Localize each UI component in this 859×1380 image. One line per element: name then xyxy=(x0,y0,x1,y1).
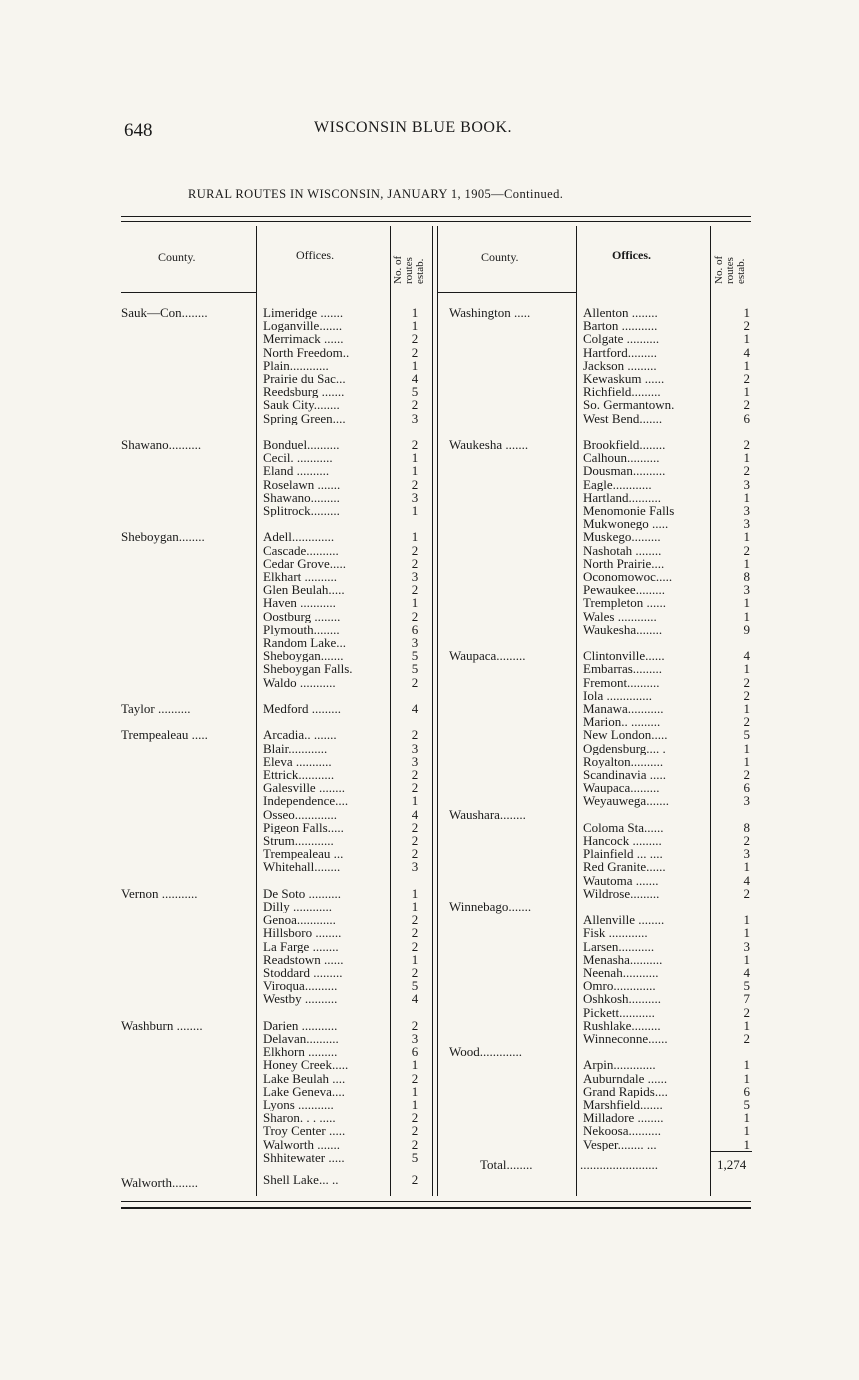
left-office: Loganville....... xyxy=(263,319,343,333)
right-office: Milladore ........ xyxy=(583,1111,664,1125)
right-office: Vesper........ ... xyxy=(583,1137,657,1151)
left-routes: 1 xyxy=(411,1083,419,1099)
left-routes: 1 xyxy=(411,529,419,545)
header-routes-r3: estab. xyxy=(735,258,747,284)
left-office: Eland .......... xyxy=(263,464,330,478)
left-county: Taylor .......... xyxy=(121,701,191,716)
right-routes: 2 xyxy=(743,1004,750,1020)
right-routes: 2 xyxy=(743,674,750,690)
right-routes: 1 xyxy=(743,384,750,400)
left-office: Arcadia.. ....... xyxy=(263,728,337,742)
left-routes: 2 xyxy=(411,331,419,347)
left-routes: 2 xyxy=(411,542,419,558)
right-county: Waupaca......... xyxy=(449,648,526,664)
left-office: Elkhorn ......... xyxy=(263,1045,338,1059)
left-routes: 2 xyxy=(411,925,419,941)
right-office: Fremont.......... xyxy=(583,675,660,689)
left-office: Viroqua.......... xyxy=(263,979,338,993)
right-office: Coloma Sta...... xyxy=(583,820,664,834)
right-routes: 3 xyxy=(743,476,750,492)
right-routes: 1 xyxy=(743,1057,750,1073)
left-routes: 4 xyxy=(411,701,419,716)
left-routes: 1 xyxy=(411,899,419,914)
right-routes: 7 xyxy=(743,991,750,1007)
right-routes: 4 xyxy=(743,965,750,980)
left-routes: 2 xyxy=(411,727,419,743)
left-county: Trempealeau ..... xyxy=(121,727,208,743)
right-routes: 1 xyxy=(743,701,750,716)
right-office: Menasha.......... xyxy=(583,952,663,966)
top-rule-thin xyxy=(121,221,751,222)
right-office: Arpin............. xyxy=(583,1058,656,1072)
left-office: Sharon. . . ..... xyxy=(263,1111,336,1125)
left-office: Cecil. ........... xyxy=(263,451,333,465)
left-routes: 2 xyxy=(411,780,419,796)
left-county: Vernon ........... xyxy=(121,885,198,901)
right-routes: 5 xyxy=(743,727,750,743)
right-routes: 2 xyxy=(743,1031,750,1046)
right-county: Waushara........ xyxy=(449,806,526,822)
right-routes: 3 xyxy=(743,582,750,598)
left-office: Strum............ xyxy=(263,834,334,848)
left-office: Ettrick........... xyxy=(263,768,335,782)
left-office: Random Lake... xyxy=(263,636,347,650)
right-office: North Prairie.... xyxy=(583,556,665,570)
left-routes: 2 xyxy=(411,965,419,980)
left-office: Eleva ........... xyxy=(263,754,332,768)
right-routes: 8 xyxy=(743,819,750,835)
right-office: Oshkosh.......... xyxy=(583,992,662,1006)
right-routes: 2 xyxy=(743,767,750,782)
right-routes: 2 xyxy=(743,371,750,386)
left-office: Trempealeau ... xyxy=(263,847,344,861)
left-office: De Soto .......... xyxy=(263,886,341,900)
right-routes: 1 xyxy=(743,450,750,466)
right-office: Neenah........... xyxy=(583,966,659,980)
left-office: Delavan.......... xyxy=(263,1032,339,1046)
left-routes: 5 xyxy=(411,648,419,664)
right-routes: 1 xyxy=(743,608,750,624)
left-routes: 1 xyxy=(411,503,419,518)
left-routes: 2 xyxy=(411,608,419,624)
right-office: West Bend....... xyxy=(583,411,663,425)
right-office: Rushlake......... xyxy=(583,1018,661,1032)
left-office: Lake Geneva.... xyxy=(263,1084,345,1098)
right-routes: 1 xyxy=(743,555,750,571)
left-routes: 5 xyxy=(411,978,419,994)
header-routes-l1: No. of xyxy=(392,255,404,284)
left-office: Blair............ xyxy=(263,741,328,755)
right-office: Oconomowoc..... xyxy=(583,570,673,584)
left-routes: 1 xyxy=(411,595,419,611)
left-office: Hillsboro ........ xyxy=(263,926,342,940)
right-routes: 1 xyxy=(743,661,750,677)
right-routes: 5 xyxy=(743,978,750,994)
left-routes: 5 xyxy=(411,384,419,400)
left-office: Sheboygan Falls. xyxy=(263,662,353,676)
right-routes: 6 xyxy=(743,780,750,796)
left-office: Medford ......... xyxy=(263,702,341,716)
right-office: Kewaskum ...... xyxy=(583,372,665,386)
bottom-rule-thin xyxy=(121,1201,751,1202)
header-routes-r2: routes xyxy=(724,257,736,284)
right-routes: 2 xyxy=(743,833,750,848)
right-office: Wales ............ xyxy=(583,609,657,623)
right-routes: 1 xyxy=(743,1070,750,1086)
right-routes: 6 xyxy=(743,410,750,426)
right-office: Hartland.......... xyxy=(583,490,661,504)
right-routes: 9 xyxy=(743,621,750,637)
right-routes: 1 xyxy=(743,489,750,505)
right-office: Colgate .......... xyxy=(583,332,660,346)
right-routes: 2 xyxy=(743,714,750,730)
right-office: Wautoma ....... xyxy=(583,873,659,887)
left-routes: 3 xyxy=(411,753,419,769)
header-offices-left: Offices. xyxy=(296,248,335,262)
left-office: Honey Creek..... xyxy=(263,1058,349,1072)
right-office: Waukesha........ xyxy=(583,622,663,636)
left-county: Washburn ........ xyxy=(121,1017,203,1033)
right-routes: 2 xyxy=(743,542,750,558)
left-office: Readstown ...... xyxy=(263,952,344,966)
left-routes: 2 xyxy=(411,912,419,928)
left-office: Reedsburg ....... xyxy=(263,385,345,399)
right-office: Iola .............. xyxy=(583,688,652,702)
left-routes: 2 xyxy=(411,833,419,848)
right-routes: 1 xyxy=(743,305,750,320)
right-routes: 2 xyxy=(743,397,750,413)
left-routes: 1 xyxy=(411,1057,419,1073)
left-routes: 1 xyxy=(411,1097,419,1112)
header-routes-l3: estab. xyxy=(414,258,426,284)
left-office: Cedar Grove..... xyxy=(263,556,347,570)
left-office: Plymouth........ xyxy=(263,622,340,636)
right-office: Waupaca......... xyxy=(583,781,660,795)
top-rule-thick xyxy=(121,216,751,217)
right-office: Red Granite...... xyxy=(583,860,666,874)
right-office: Ogdensburg.... . xyxy=(583,741,666,755)
right-county: Winnebago....... xyxy=(449,899,532,914)
right-office: Marion.. ......... xyxy=(583,715,661,729)
left-office: Genoa............ xyxy=(263,913,336,927)
right-office: Marshfield....... xyxy=(583,1098,663,1112)
left-office: Lake Beulah .... xyxy=(263,1071,346,1085)
left-routes: 2 xyxy=(411,938,419,954)
left-routes: 2 xyxy=(411,437,419,452)
left-routes: 2 xyxy=(411,476,419,492)
left-routes: 2 xyxy=(411,767,419,782)
right-office: Richfield......... xyxy=(583,385,661,399)
right-routes: 1 xyxy=(743,859,750,875)
right-office: Barton ........... xyxy=(583,319,658,333)
right-county: Waukesha ....... xyxy=(449,437,529,452)
left-county: Shawano.......... xyxy=(121,437,202,452)
left-office: Whitehall........ xyxy=(263,860,341,874)
page-number: 648 xyxy=(124,120,153,141)
left-routes: 1 xyxy=(411,463,419,479)
left-office: Galesville ........ xyxy=(263,781,345,795)
right-routes: 2 xyxy=(743,437,750,452)
total-rule xyxy=(710,1151,752,1152)
right-routes: 1 xyxy=(743,529,750,545)
right-office: Pewaukee......... xyxy=(583,583,665,597)
last-num: 2 xyxy=(411,1172,419,1187)
col-sep-1 xyxy=(256,226,257,1196)
right-routes: 1 xyxy=(743,925,750,941)
right-office: Nashotah ........ xyxy=(583,543,662,557)
left-office: Independence.... xyxy=(263,794,349,808)
table-title: RURAL ROUTES IN WISCONSIN, JANUARY 1, 1905—Continued. xyxy=(188,187,564,201)
left-office: Lyons ........... xyxy=(263,1098,334,1112)
left-office: Troy Center ..... xyxy=(263,1124,346,1138)
right-routes: 3 xyxy=(743,503,750,518)
right-office: Jackson ......... xyxy=(583,358,657,372)
left-routes: 3 xyxy=(411,740,419,756)
right-routes: 6 xyxy=(743,1083,750,1099)
left-office: Dilly ............ xyxy=(263,900,332,914)
left-routes: 5 xyxy=(411,1149,419,1165)
total-value: 1,274 xyxy=(717,1157,747,1172)
left-office: La Farge ........ xyxy=(263,939,339,953)
left-routes: 1 xyxy=(411,951,419,967)
right-office: Hartford......... xyxy=(583,345,658,359)
right-office: Plainfield ... .... xyxy=(583,847,663,861)
right-office: Muskego......... xyxy=(583,530,661,544)
left-office: Pigeon Falls..... xyxy=(263,820,344,834)
right-routes: 3 xyxy=(743,793,750,809)
left-routes: 1 xyxy=(411,450,419,466)
total-label: Total........ xyxy=(480,1157,533,1172)
header-county-left: County. xyxy=(158,250,196,264)
right-office: Mukwonego ..... xyxy=(583,517,669,531)
left-routes: 1 xyxy=(411,885,419,901)
right-routes: 1 xyxy=(743,951,750,967)
bottom-rule-thick xyxy=(121,1207,751,1209)
right-office: Brookfield........ xyxy=(583,438,666,452)
left-office: Prairie du Sac... xyxy=(263,372,346,386)
right-office: Calhoun.......... xyxy=(583,451,660,465)
left-routes: 3 xyxy=(411,569,419,584)
left-office: Glen Beulah..... xyxy=(263,583,345,597)
left-routes: 2 xyxy=(411,582,419,598)
header-rule-mid xyxy=(437,292,576,293)
left-routes: 2 xyxy=(411,344,419,360)
right-county: Wood............. xyxy=(449,1044,522,1060)
left-office: Waldo ........... xyxy=(263,675,336,689)
left-routes: 2 xyxy=(411,1070,419,1086)
left-routes: 3 xyxy=(411,489,419,505)
right-routes: 4 xyxy=(743,344,750,360)
right-office: Pickett........... xyxy=(583,1005,655,1019)
right-routes: 1 xyxy=(743,595,750,611)
right-routes: 1 xyxy=(743,753,750,769)
left-routes: 6 xyxy=(411,1044,419,1060)
right-routes: 3 xyxy=(743,516,750,532)
right-office: Nekoosa.......... xyxy=(583,1124,661,1138)
left-routes: 2 xyxy=(411,1123,419,1139)
col-sep-3 xyxy=(432,226,433,1196)
right-routes: 5 xyxy=(743,1097,750,1112)
right-office: So. Germantown. xyxy=(583,398,675,412)
header-rule-left xyxy=(121,292,256,293)
right-office: Allenville ........ xyxy=(583,913,665,927)
left-routes: 1 xyxy=(411,305,419,320)
right-office: Wildrose......... xyxy=(583,886,660,900)
left-routes: 2 xyxy=(411,819,419,835)
right-routes: 1 xyxy=(743,331,750,347)
right-office: Eagle............ xyxy=(583,477,652,491)
left-office: Osseo............. xyxy=(263,807,338,821)
left-routes: 4 xyxy=(411,806,419,822)
left-routes: 5 xyxy=(411,661,419,677)
left-routes: 1 xyxy=(411,793,419,809)
col-sep-2 xyxy=(390,226,391,1196)
left-office: Cascade.......... xyxy=(263,543,339,557)
right-routes: 4 xyxy=(743,648,750,664)
left-office: Stoddard ......... xyxy=(263,966,343,980)
header-county-right: County. xyxy=(481,250,519,264)
left-office: Adell............. xyxy=(263,530,335,544)
col-sep-6 xyxy=(710,226,711,1196)
left-office: Westby .......... xyxy=(263,992,338,1006)
right-office: Omro............. xyxy=(583,979,656,993)
right-office: Winneconne...... xyxy=(583,1032,668,1046)
total-dots: ........................ xyxy=(580,1157,658,1172)
right-routes: 1 xyxy=(743,740,750,756)
right-routes: 1 xyxy=(743,1123,750,1139)
right-office: Auburndale ...... xyxy=(583,1071,668,1085)
header-routes-right xyxy=(714,256,747,284)
left-routes: 3 xyxy=(411,859,419,875)
right-routes: 2 xyxy=(743,318,750,334)
left-office: Roselawn ....... xyxy=(263,477,341,491)
left-office: Bonduel.......... xyxy=(263,438,340,452)
header-routes-l2: routes xyxy=(403,257,415,284)
right-routes: 2 xyxy=(743,463,750,479)
left-office: Haven ........... xyxy=(263,596,336,610)
right-office: Clintonville...... xyxy=(583,649,665,663)
left-routes: 1 xyxy=(411,357,419,373)
right-routes: 3 xyxy=(743,846,750,862)
right-office: Trempleton ...... xyxy=(583,596,666,610)
left-routes: 2 xyxy=(411,846,419,862)
right-routes: 1 xyxy=(743,912,750,928)
right-routes: 8 xyxy=(743,569,750,584)
left-office: Limeridge ....... xyxy=(263,306,344,320)
left-routes: 6 xyxy=(411,621,419,637)
right-routes: 2 xyxy=(743,687,750,703)
left-routes: 2 xyxy=(411,1110,419,1126)
right-routes: 4 xyxy=(743,872,750,888)
right-office: Manawa........... xyxy=(583,702,664,716)
left-routes: 2 xyxy=(411,674,419,690)
right-office: Scandinavia ..... xyxy=(583,768,667,782)
left-routes: 2 xyxy=(411,1017,419,1033)
right-office: Embarras......... xyxy=(583,662,663,676)
right-office: Weyauwega....... xyxy=(583,794,669,808)
left-routes: 1 xyxy=(411,318,419,334)
header-routes-r1: No. of xyxy=(713,255,725,284)
left-office: Elkhart .......... xyxy=(263,570,338,584)
left-office: Darien ........... xyxy=(263,1018,338,1032)
right-office: Dousman.......... xyxy=(583,464,666,478)
last-county: Walworth........ xyxy=(121,1175,198,1190)
left-office: Plain............ xyxy=(263,358,329,372)
left-routes: 4 xyxy=(411,371,419,386)
left-office: Shhitewater ..... xyxy=(263,1150,345,1164)
left-office: Walworth ....... xyxy=(263,1137,340,1151)
left-routes: 3 xyxy=(411,635,419,650)
left-office: Sheboygan....... xyxy=(263,649,344,663)
left-county: Sheboygan........ xyxy=(121,529,205,545)
left-office: Merrimack ...... xyxy=(263,332,344,346)
col-sep-5 xyxy=(576,226,577,1196)
right-routes: 1 xyxy=(743,1110,750,1126)
left-office: Splitrock......... xyxy=(263,504,340,518)
right-office: New London..... xyxy=(583,728,668,742)
left-routes: 2 xyxy=(411,1136,419,1152)
left-office: North Freedom.. xyxy=(263,345,350,359)
right-routes: 3 xyxy=(743,938,750,954)
last-office: Shell Lake... .. xyxy=(263,1173,339,1187)
left-office: Shawano......... xyxy=(263,490,340,504)
left-routes: 4 xyxy=(411,991,419,1007)
col-sep-4 xyxy=(437,226,438,1196)
right-routes: 1 xyxy=(743,357,750,373)
left-routes: 3 xyxy=(411,410,419,426)
left-routes: 2 xyxy=(411,397,419,413)
right-routes: 1 xyxy=(743,1136,750,1152)
header-offices-right: Offices. xyxy=(612,248,651,262)
left-office: Spring Green.... xyxy=(263,411,346,425)
running-head: WISCONSIN BLUE BOOK. xyxy=(314,119,512,136)
right-office: Larsen........... xyxy=(583,939,655,953)
right-county: Washington ..... xyxy=(449,305,531,320)
right-office: Royalton.......... xyxy=(583,754,664,768)
right-office: Fisk ............ xyxy=(583,926,648,940)
right-routes: 1 xyxy=(743,1017,750,1033)
left-routes: 2 xyxy=(411,555,419,571)
left-office: Oostburg ........ xyxy=(263,609,341,623)
left-office: Sauk City........ xyxy=(263,398,340,412)
right-office: Menomonie Falls xyxy=(583,504,675,518)
left-county: Sauk—Con........ xyxy=(121,305,208,320)
right-office: Hancock ......... xyxy=(583,834,662,848)
header-routes-left xyxy=(393,256,426,284)
left-routes: 3 xyxy=(411,1031,419,1046)
right-routes: 2 xyxy=(743,885,750,901)
right-office: Allenton ........ xyxy=(583,306,658,320)
right-office: Grand Rapids.... xyxy=(583,1084,668,1098)
